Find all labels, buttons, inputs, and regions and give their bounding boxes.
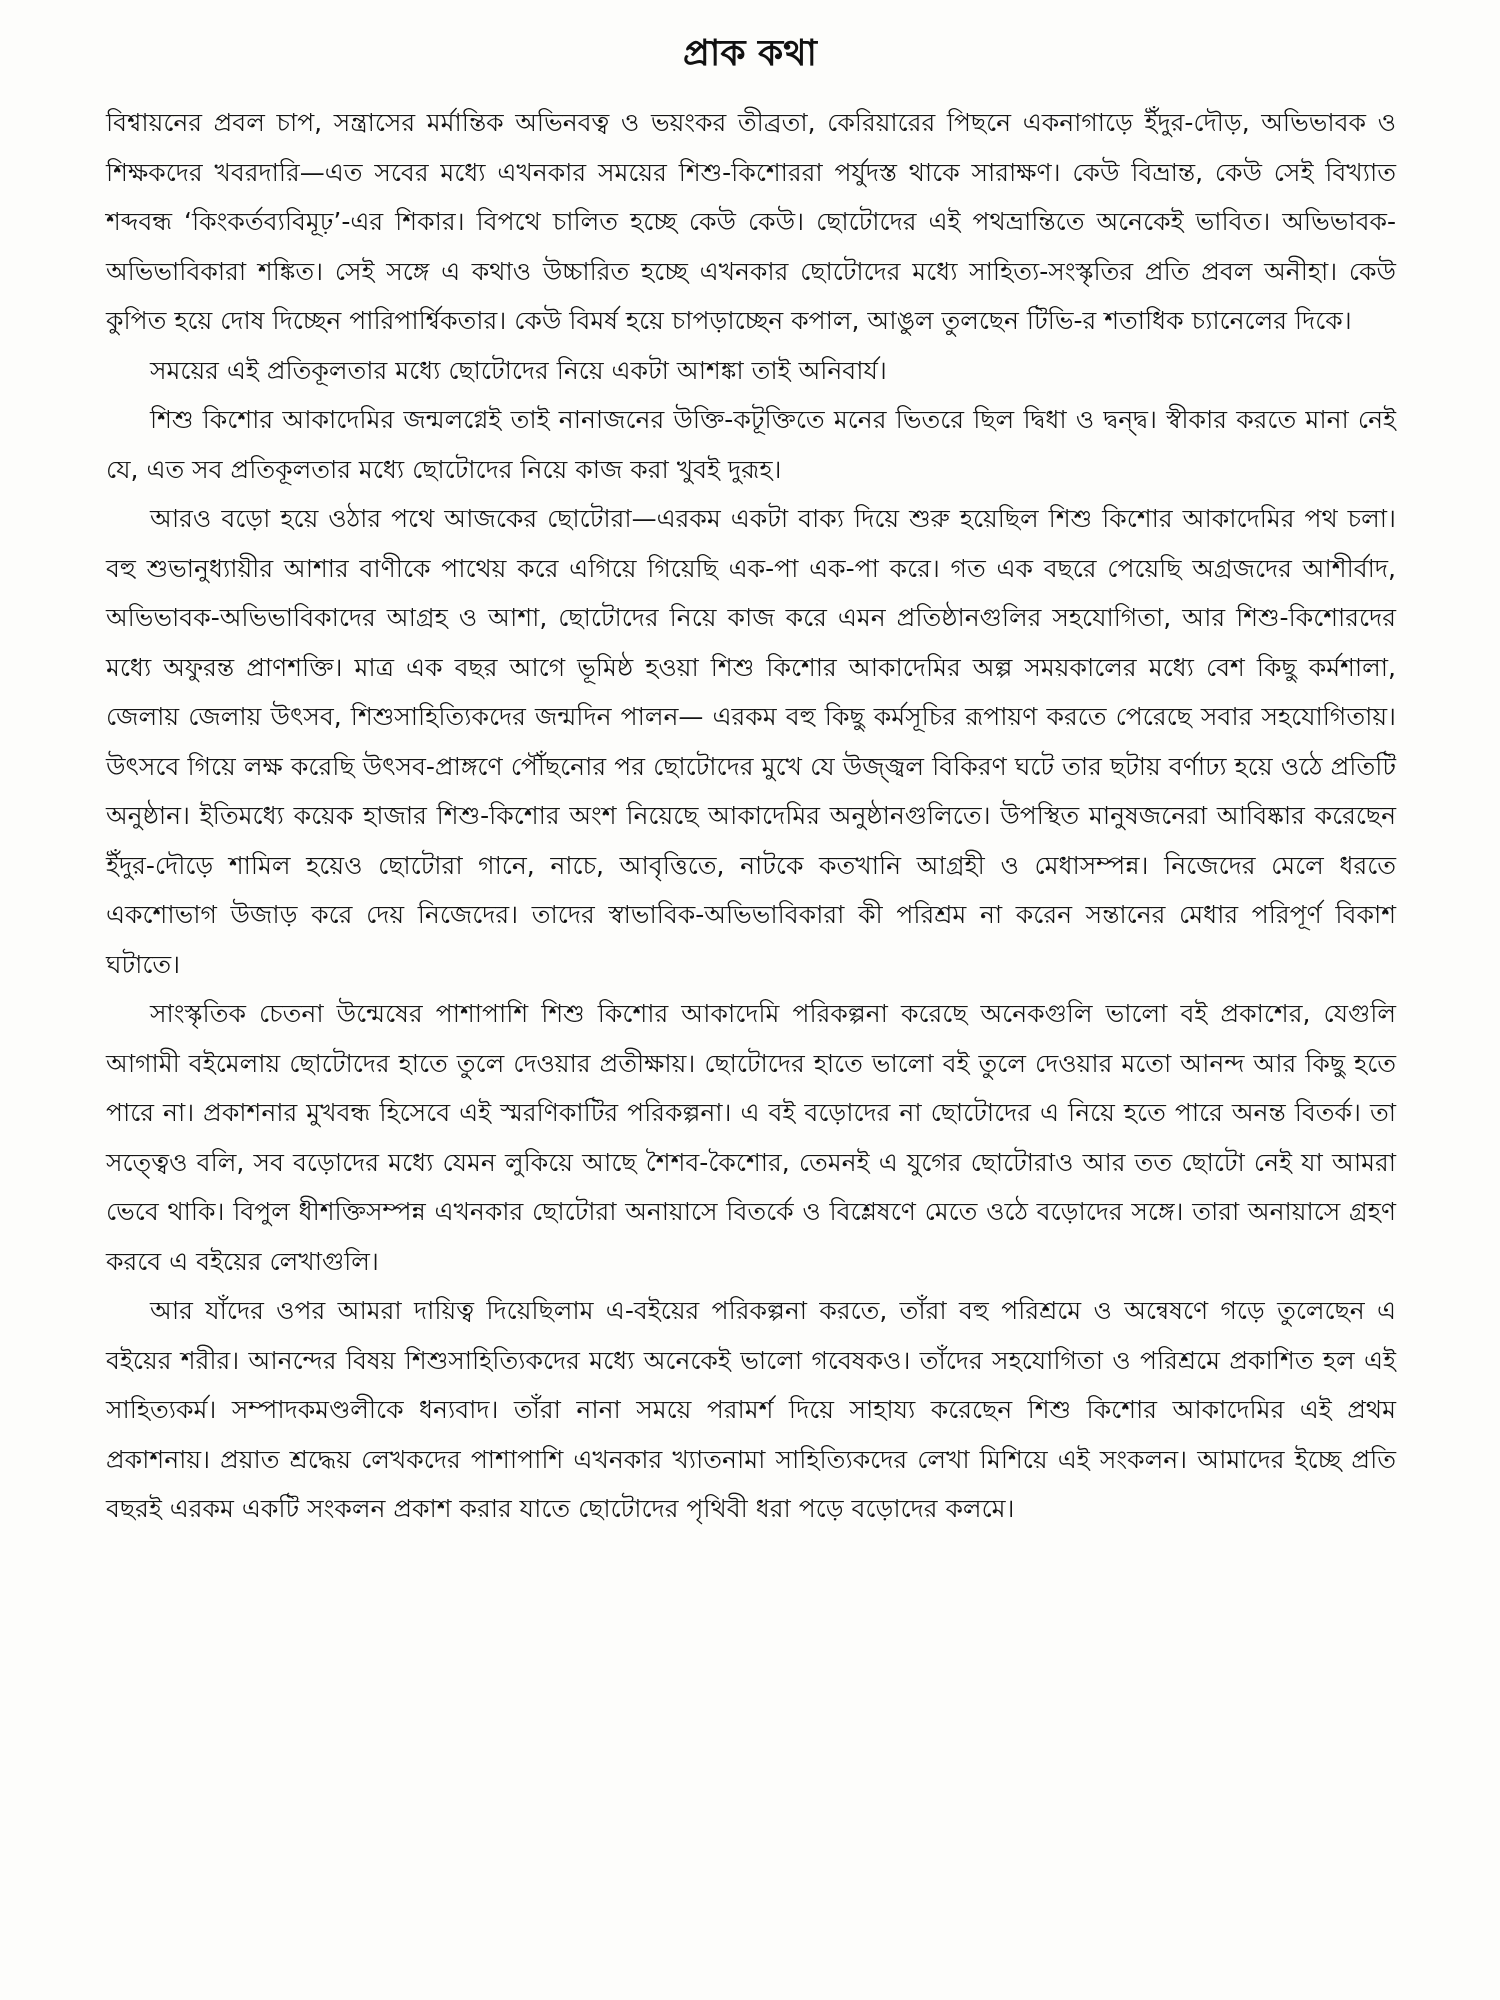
paragraph: আরও বড়ো হয়ে ওঠার পথে আজকের ছোটোরা—এরকম একটা বাক্য দিয়ে শুরু হয়েছিল শিশু কিশোর আকাদেমির পথ চলা। বহু শুভানুধ্যায়ীর আশার বাণীকে পাথেয় করে এগিয়ে গিয়েছি এক-পা এক-পা করে। গত এক বছরে পেয়েছি অগ্রজদের আশীর্বাদ, অভিভাবক-অভিভাবিকাদের আগ্রহ ও আশা, ছোটোদের নিয়ে কাজ করে এমন প্রতিষ্ঠানগুলির সহযোগিতা, আর শিশু-কিশোরদের মধ্যে অফুরন্ত প্রাণশক্তি। মাত্র এক বছর আগে ভূমিষ্ঠ হওয়া শিশু কিশোর আকাদেমির অল্প সময়কালের মধ্যে বেশ কিছু কর্মশালা, জেলায় জেলায় উৎসব, শিশুসাহিত্যিকদের জন্মদিন পালন— এরকম বহু কিছু কর্মসূচির রূপায়ণ করতে পেরেছে সবার সহযোগিতায়। উৎসবে গিয়ে লক্ষ করেছি উৎসব-প্রাঙ্গণে পৌঁছনোর পর ছোটোদের মুখে যে উজ্জ্বল বিকিরণ ঘটে তার ছটায় বর্ণাঢ্য হয়ে ওঠে প্রতিটি অনুষ্ঠান। ইতিমধ্যে কয়েক হাজার শিশু-কিশোর অংশ নিয়েছে আকাদেমির অনুষ্ঠানগুলিতে। উপস্থিত মানুষজনেরা আবিষ্কার করেছেন ইঁদুর-দৌড়ে শামিল হয়েও ছোটোরা গানে, নাচে, আবৃত্তিতে, নাটকে কতখানি আগ্রহী ও মেধাসম্পন্ন। নিজেদের মেলে ধরতে একশোভাগ উজাড় করে দেয় নিজেদের। তাদের স্বাভাবিক-অভিভাবিকারা কী পরিশ্রম না করেন সন্তানের মেধার পরিপূর্ণ বিকাশ ঘটাতে। xyxy=(106,504,1396,979)
paragraph: শিশু কিশোর আকাদেমির জন্মলগ্নেই তাই নানাজনের উক্তি-কটূক্তিতে মনের ভিতরে ছিল দ্বিধা ও দ্বন্দ্ব। স্বীকার করতে মানা নেই যে, এত সব প্রতিকূলতার মধ্যে ছোটোদের নিয়ে কাজ করা খুবই দুরূহ। xyxy=(106,405,1396,484)
paragraph: সাংস্কৃতিক চেতনা উন্মেষের পাশাপাশি শিশু কিশোর আকাদেমি পরিকল্পনা করেছে অনেকগুলি ভালো বই প্রকাশের, যেগুলি আগামী বইমেলায় ছোটোদের হাতে তুলে দেওয়ার প্রতীক্ষায়। ছোটোদের হাতে ভালো বই তুলে দেওয়ার মতো আনন্দ আর কিছু হতে পারে না। প্রকাশনার মুখবন্ধ হিসেবে এই স্মরণিকাটির পরিকল্পনা। এ বই বড়োদের না ছোটোদের এ নিয়ে হতে পারে অনন্ত বিতর্ক। তা সত্ত্বেও বলি, সব বড়োদের মধ্যে যেমন লুকিয়ে আছে শৈশব-কৈশোর, তেমনই এ যুগের ছোটোরাও আর তত ছোটো নেই যা আমরা ভেবে থাকি। বিপুল ধীশক্তিসম্পন্ন এখনকার ছোটোরা অনায়াসে বিতর্কে ও বিশ্লেষণে মেতে ওঠে বড়োদের সঙ্গে। তারা অনায়াসে গ্রহণ করবে এ বইয়ের লেখাগুলি। xyxy=(106,999,1396,1276)
page-title: প্রাক কথা xyxy=(683,33,817,74)
paragraph: বিশ্বায়নের প্রবল চাপ, সন্ত্রাসের মর্মান্তিক অভিনবত্ব ও ভয়ংকর তীব্রতা, কেরিয়ারের পিছনে একনাগাড়ে ইঁদুর-দৌড়, অভিভাবক ও শিক্ষকদের খবরদারি—এত সবের মধ্যে এখনকার সময়ের শিশু-কিশোররা পর্যুদস্ত থাকে সারাক্ষণ। কেউ বিভ্রান্ত, কেউ সেই বিখ্যাত শব্দবন্ধ ‘কিংকর্তব্যবিমূঢ়’-এর শিকার। বিপথে চালিত হচ্ছে কেউ কেউ। ছোটোদের এই পথভ্রান্তিতে অনেকেই ভাবিত। অভিভাবক-অভিভাবিকারা শঙ্কিত। সেই সঙ্গে এ কথাও উচ্চারিত হচ্ছে এখনকার ছোটোদের মধ্যে সাহিত্য-সংস্কৃতির প্রতি প্রবল অনীহা। কেউ কুপিত হয়ে দোষ দিচ্ছেন পারিপার্শ্বিকতার। কেউ বিমর্ষ হয়ে চাপড়াচ্ছেন কপাল, আঙুল তুলছেন টিভি-র শতাধিক চ্যানেলের দিকে। xyxy=(106,108,1396,335)
paragraph: সময়ের এই প্রতিকূলতার মধ্যে ছোটোদের নিয়ে একটা আশঙ্কা তাই অনিবার্য। xyxy=(150,355,887,385)
paragraph: আর যাঁদের ওপর আমরা দায়িত্ব দিয়েছিলাম এ-বইয়ের পরিকল্পনা করতে, তাঁরা বহু পরিশ্রমে ও অন্বেষণে গড়ে তুলেছেন এ বইয়ের শরীর। আনন্দের বিষয় শিশুসাহিত্যিকদের মধ্যে অনেকেই ভালো গবেষকও। তাঁদের সহযোগিতা ও পরিশ্রমে প্রকাশিত হল এই সাহিত্যকর্ম। সম্পাদকমণ্ডলীকে ধন্যবাদ। তাঁরা নানা সময়ে পরামর্শ দিয়ে সাহায্য করেছেন শিশু কিশোর আকাদেমির এই প্রথম প্রকাশনায়। প্রয়াত শ্রদ্ধেয় লেখকদের পাশাপাশি এখনকার খ্যাতনামা সাহিত্যিকদের লেখা মিশিয়ে এই সংকলন। আমাদের ইচ্ছে প্রতি বছরই এরকম একটি সংকলন প্রকাশ করার যাতে ছোটোদের পৃথিবী ধরা পড়ে বড়োদের কলমে। xyxy=(106,1296,1396,1523)
body-text xyxy=(106,98,1396,1534)
